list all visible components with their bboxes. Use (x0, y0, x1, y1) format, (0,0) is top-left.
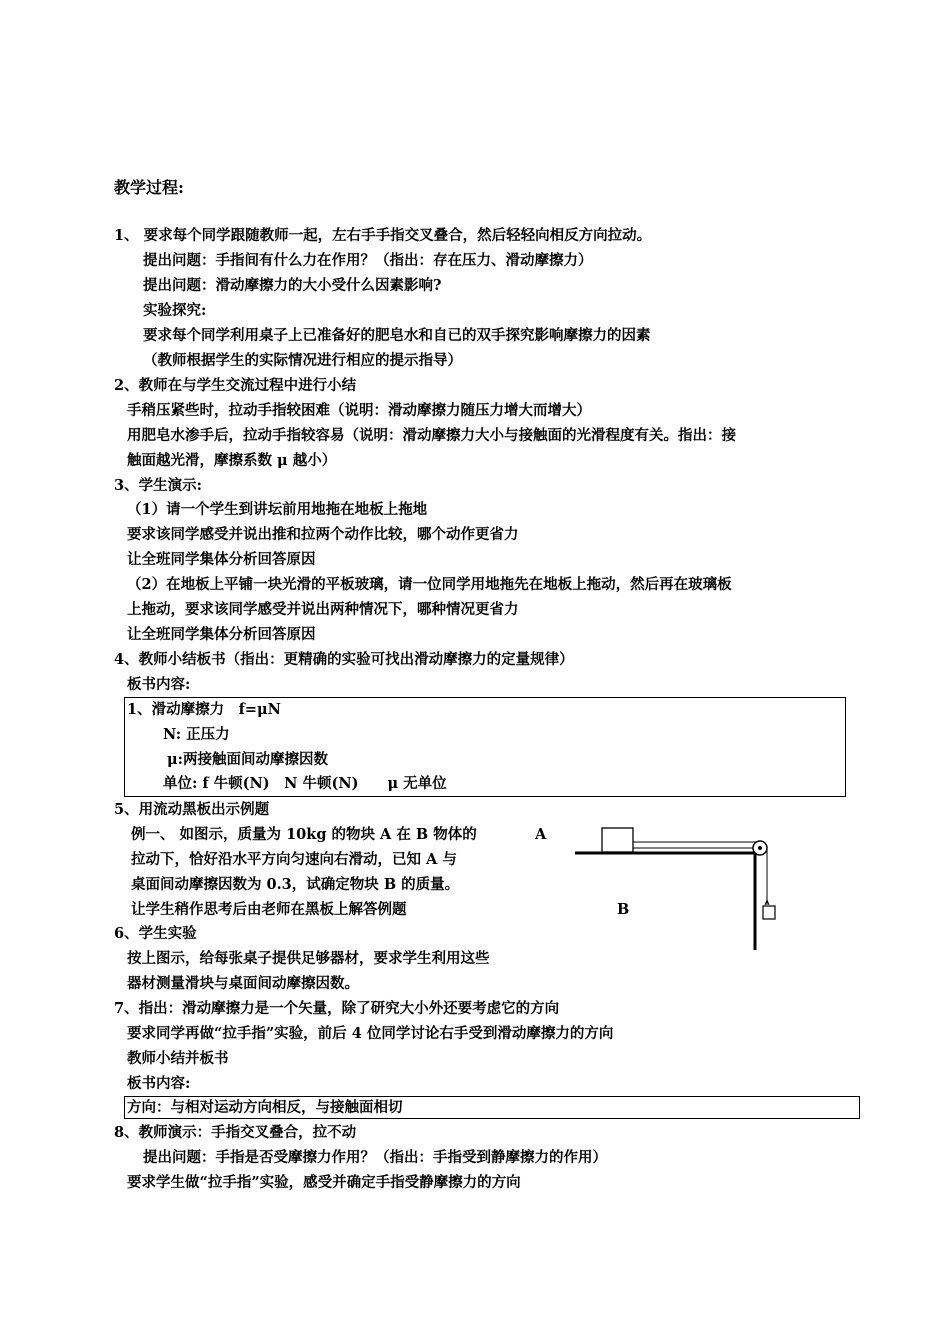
s4-line2: 板书内容: (127, 676, 191, 693)
box2-line: 方向：与相对运动方向相反，与接触面相切 (127, 1099, 403, 1116)
s6-line1: 6、学生实验 (114, 925, 197, 942)
s7-line2: 要求同学再做“拉手指”实验，前后 4 位同学讨论右手受到滑动摩擦力的方向 (127, 1025, 614, 1042)
s1-line3: 提出问题：滑动摩擦力的大小受什么因素影响? (143, 277, 442, 294)
s3-line4: 让全班同学集体分析回答原因 (127, 551, 316, 568)
figure-label-a: A (535, 826, 547, 843)
figure-label-b: B (617, 901, 630, 918)
s3-line2: （1）请一个学生到讲坛前用地拖在地板上拖地 (127, 501, 428, 518)
s3-line1: 3、学生演示: (114, 477, 202, 494)
s5-line3: 拉动下，恰好沿水平方向匀速向右滑动，已知 A 与 (131, 851, 457, 868)
s1-line5: 要求每个同学利用桌子上已准备好的肥皂水和自已的双手探究影响摩擦力的因素 (143, 327, 651, 344)
s1-line6: （教师根据学生的实际情况进行相应的提示指导） (143, 352, 462, 369)
s3-line6: 上拖动，要求该同学感受并说出两种情况下，哪种情况更省力 (127, 601, 519, 618)
box1-line2: N: 正压力 (163, 726, 230, 743)
s4-line1: 4、教师小结板书（指出：更精确的实验可找出滑动摩擦力的定量规律） (114, 651, 574, 668)
s6-line3: 器材测量滑块与桌面间动摩擦因数。 (127, 975, 359, 992)
s8-line3: 要求学生做“拉手指”实验，感受并确定手指受静摩擦力的方向 (127, 1174, 521, 1191)
block-a (602, 828, 633, 852)
s8-line2: 提出问题：手指是否受摩擦力作用？（指出：手指受到静摩擦力的作用） (143, 1149, 607, 1166)
s7-line1: 7、指出：滑动摩擦力是一个矢量，除了研究大小外还要考虑它的方向 (114, 1000, 560, 1017)
s3-line5: （2）在地板上平铺一块光滑的平板玻璃，请一位同学用地拖先在地板上拖动，然后再在玻璃板 (127, 576, 732, 593)
s6-line2: 按上图示，给每张桌子提供足够器材，要求学生利用这些 (127, 950, 490, 967)
s2-line3: 用肥皂水渗手后，拉动手指较容易（说明：滑动摩擦力大小与接触面的光滑程度有关。指出：接 (127, 427, 736, 444)
s3-line3: 要求该同学感受并说出推和拉两个动作比较，哪个动作更省力 (127, 526, 519, 543)
s5-line4: 桌面间动摩擦因数为 0.3，试确定物块 B 的质量。 (131, 876, 460, 893)
s2-line1: 2、教师在与学生交流过程中进行小结 (114, 377, 357, 394)
s1-line4: 实验探究: (143, 302, 207, 319)
pulley-diagram (570, 820, 790, 950)
s8-line1: 8、教师演示：手指交叉叠合，拉不动 (114, 1124, 357, 1141)
s5-line2: 例一、 如图示，质量为 10kg 的物块 A 在 B 物体的 (131, 826, 477, 843)
block-b (763, 906, 775, 919)
s3-line7: 让全班同学集体分析回答原因 (127, 626, 316, 643)
s5-line1: 5、用流动黑板出示例题 (114, 801, 270, 818)
box1-line3: μ:两接触面间动摩擦因数 (167, 751, 328, 768)
page-title: 教学过程: (114, 178, 184, 197)
s5-line5: 让学生稍作思考后由老师在黑板上解答例题 (131, 901, 407, 918)
s7-line4: 板书内容: (127, 1075, 191, 1092)
s1-line2: 提出问题：手指间有什么力在作用？（指出：存在压力、滑动摩擦力） (143, 252, 593, 269)
box1-line4: 单位: f 牛顿(N) N 牛顿(N) μ 无单位 (163, 775, 447, 792)
s1-line1: 1、 要求每个同学跟随教师一起，左右手手指交叉叠合，然后轻轻向相反方向拉动。 (114, 227, 652, 244)
s7-line3: 教师小结并板书 (127, 1050, 229, 1067)
s2-line4: 触面越光滑，摩擦系数 μ 越小） (127, 452, 337, 469)
box1-line1: 1、滑动摩擦力 f=μN (127, 701, 281, 718)
s2-line2: 手稍压紧些时，拉动手指较困难（说明：滑动摩擦力随压力增大而增大） (127, 402, 591, 419)
